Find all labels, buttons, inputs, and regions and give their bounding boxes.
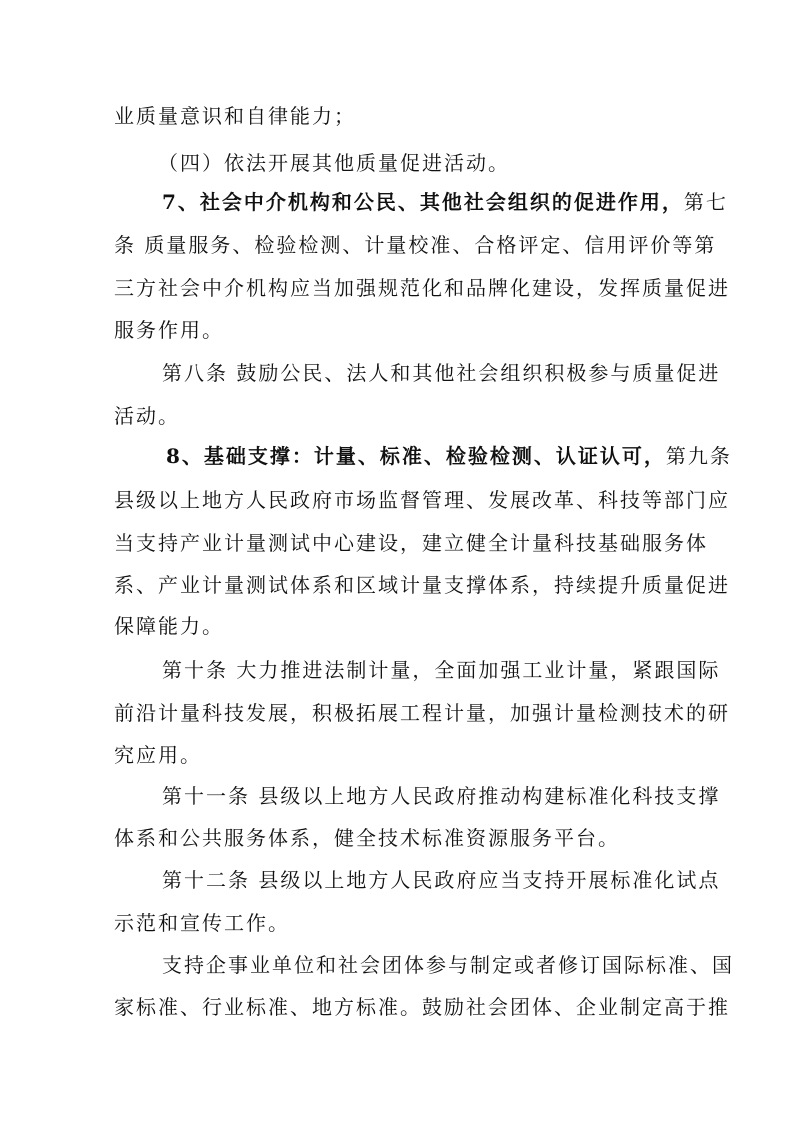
section-heading-line [0,436,793,476]
line-text: 系、产业计量测试体系和区域计量支撑体系，持续提升质量促进 [114,573,730,597]
text-line [0,523,793,563]
line-text: 三方社会中介机构应当加强规范化和品牌化建设，发挥质量促进 [114,276,730,300]
line-text: 第七 [683,190,728,214]
line-text: 保障能力。 [114,614,224,638]
line-text: 第八条 鼓励公民、法人和其他社会组织积极参与质量促进 [162,361,721,385]
text-line [0,903,793,943]
line-text: 示范和宣传工作。 [114,911,290,935]
text-line [0,945,793,985]
text-line [0,353,793,393]
line-text: 前沿计量科技发展，积极拓展工程计量，加强计量检测技术的研 [114,701,730,725]
text-line [0,225,793,265]
text-line [0,987,793,1027]
text-line [0,143,793,183]
line-text: 究应用。 [114,743,202,767]
text-line [0,96,793,136]
section-heading: 8、基础支撑：计量、标准、检验检测、认证认可， [166,444,666,468]
text-line [0,480,793,520]
text-line [0,693,793,733]
text-line [0,860,793,900]
line-text: 服务作用。 [114,318,224,342]
line-text: 第十二条 县级以上地方人民政府应当支持开展标准化试点 [162,868,721,892]
text-line [0,650,793,690]
text-line [0,606,793,646]
section-heading: 7、社会中介机构和公民、其他社会组织的促进作用， [162,190,684,214]
line-text: 支持企事业单位和社会团体参与制定或者修订国际标准、国 [162,953,734,977]
text-line [0,565,793,605]
text-line [0,396,793,436]
text-line [0,776,793,816]
text-line [0,735,793,775]
text-line [0,268,793,308]
line-text: 活动。 [114,404,180,428]
text-line [0,310,793,350]
section-heading-line [0,182,793,222]
line-text: 县级以上地方人民政府市场监督管理、发展改革、科技等部门应 [114,488,730,512]
line-text: 条 质量服务、检验检测、计量校准、合格评定、信用评价等第 [114,233,717,257]
line-text: 第十一条 县级以上地方人民政府推动构建标准化科技支撑 [162,784,721,808]
line-text: 第九条 [665,444,732,468]
line-text: （四）依法开展其他质量促进活动。 [158,151,510,175]
line-text: 家标准、行业标准、地方标准。鼓励社会团体、企业制定高于推 [114,995,730,1019]
line-text: 体系和公共服务体系，健全技术标准资源服务平台。 [114,826,620,850]
line-text: 第十条 大力推进法制计量，全面加强工业计量，紧跟国际 [162,658,721,682]
line-text: 当支持产业计量测试中心建设，建立健全计量科技基础服务体 [114,531,708,555]
line-text: 业质量意识和自律能力； [114,104,356,128]
text-line [0,818,793,858]
